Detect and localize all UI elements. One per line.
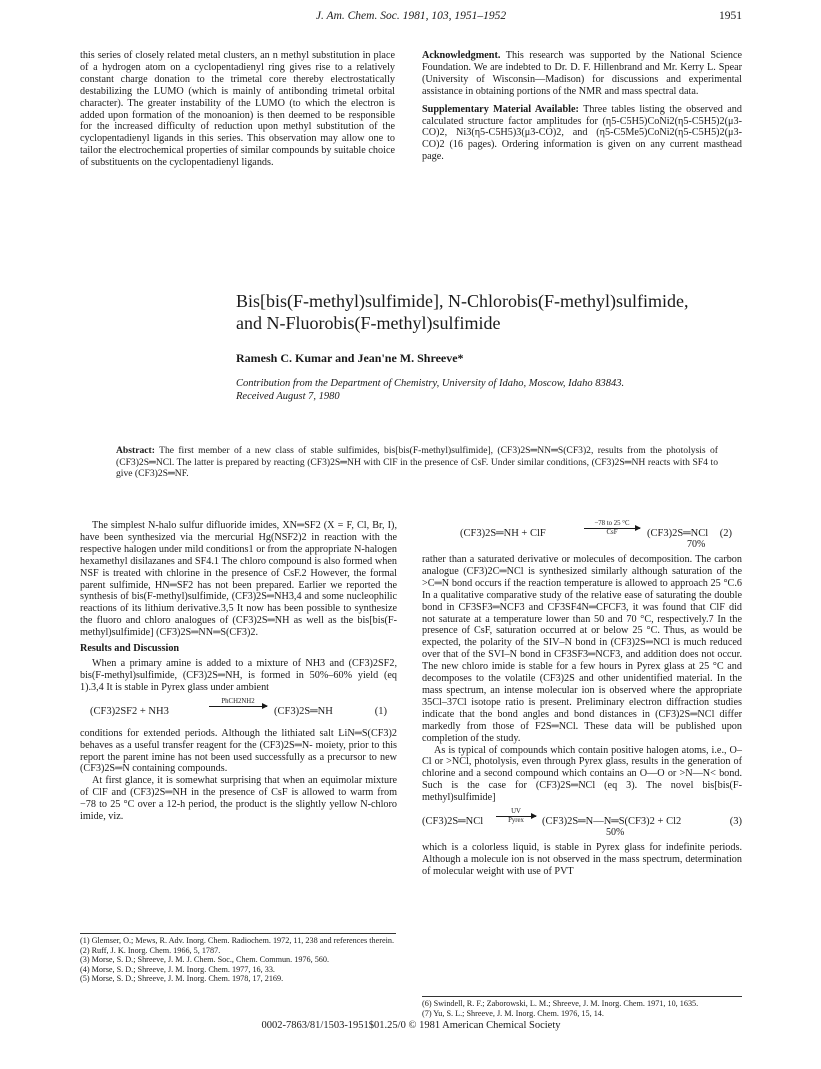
eq3-condition: UV	[511, 808, 521, 816]
results-paragraph-3: At first glance, it is somewhat surprising that when an equimolar mixture of ClF and (CF3)2S═NH in the presence of CsF is allowed to warm from −78 to 25 °C over a 12-h period, the product is the slightly yellow N-chloro imide, viz.	[80, 775, 397, 823]
eq3-yield: 50%	[606, 827, 625, 839]
article-title	[236, 290, 756, 334]
eq1-reactants: (CF3)2SF2 + NH3	[90, 705, 169, 717]
intro-paragraph: The simplest N-halo sulfur difluoride imides, XN═SF2 (X = F, Cl, Br, I), have been synthesized via the mercurial Hg(NSF2)2 in reaction with the respective halogen under mild conditions1 or from the appropriate N-halogen hexamethyl disilazanes and SF4.1 The chloro compound is also formed when NSF is treated with chlorine in the presence of CsF.2 However, the formal parent sulfimide, HN═SF2 has not been prepared. Earlier we reported the synthesis of bis(F-methyl)sulfimide, (CF3)2S═NH3,4 and some nucleophilic reactions of its lithium derivative.3,5 It now has been possible to synthesize the fluoro and chloro analogues of (CF3)2S═NH as well as the bis[bis(F-methyl)sulfimide] (CF3)2S═NN═S(CF3)2.	[80, 520, 397, 639]
footnote: (6) Swindell, R. F.; Zaborowski, L. M.; Shreeve, J. M. Inorg. Chem. 1971, 10, 1635.	[422, 999, 699, 1008]
received-date: Received August 7, 1980	[236, 391, 340, 402]
body-column-left	[80, 520, 397, 823]
section-heading: Results and Discussion	[80, 643, 180, 655]
previous-article-paragraph: this series of closely related metal clusters, an n methyl substitution in place of a hydrogen atom on a cyclopentadienyl ring gives rise to a relatively constant charge donation to the trimetal core thereby electrostatically destabilizing the LUMO (which is mainly of antibonding trimetal orbital character). The greater instability of the LUMO (to which the electron is added upon formation of the monoanion) is then deemed to be responsible for the increased difficulty of reduction upon methyl substitution of the cyclopentadienyl ligands in this series. This observation may allow one to tailor the electrochemical properties of similar compounds by suitable choice of substituents on the cyclopentadienyl ligands.	[80, 50, 395, 169]
eq2-condition: −78 to 25 °C	[594, 520, 630, 527]
page-footer: 0002-7863/81/1503-1951$01.25/0 © 1981 American Chemical Society	[261, 1020, 561, 1031]
previous-article-column-right	[422, 50, 742, 163]
eq3-vessel: Pyrex	[508, 817, 524, 825]
eq2-yield: 70%	[687, 539, 706, 550]
eq2-product: (CF3)2S═NCl	[647, 528, 709, 539]
eq2-number: (2)	[719, 528, 732, 539]
discussion-paragraph-3: which is a colorless liquid, is stable in Pyrex glass for indefinite periods. Although a molecule ion is not observed in the mass spectrum, determination of molecular weight with use of PVT	[422, 842, 742, 877]
previous-article-column-left	[80, 50, 395, 169]
body-column-right	[422, 520, 742, 878]
abstract-text: The first member of a new class of stable sulfimides, bis[bis(F-methyl)sulfimide], (CF3)2S═NN═S(CF3)2, results from the photolysis of (CF3)2S═NCl. The latter is prepared by reacting (CF3)2S═NH with ClF in the presence of CsF. Under similar conditions, (CF3)2S═NH reacts with SF4 to give (CF3)2S═NF.	[116, 445, 718, 479]
reaction-arrow-icon	[209, 706, 267, 707]
footnote: (2) Ruff, J. K. Inorg. Chem. 1966, 5, 1787.	[80, 945, 221, 955]
abstract	[116, 445, 718, 480]
authors: Ramesh C. Kumar and Jean'ne M. Shreeve*	[236, 351, 464, 365]
results-paragraph-1: When a primary amine is added to a mixture of NH3 and (CF3)2SF2, bis(F-methyl)sulfimide, (CF3)2S═NH, is formed in 50%–60% yield (eq 1).3,4 It is stable in Pyrex glass under ambient	[80, 657, 397, 693]
footnotes-left	[80, 933, 396, 984]
discussion-paragraph-2: As is typical of compounds which contain positive halogen atoms, i.e., O–Cl or >NCl, photolysis, even through Pyrex glass, results in the generation of chlorine and a second compound which contains an O—O or >N—N< bond. Such is the case for (CF3)2S═NCl (eq 3). The novel bis[bis(F-methyl)sulfimide]	[422, 744, 742, 804]
discussion-paragraph-1: rather than a saturated derivative or molecules of decomposition. The carbon analogue (CF3)2C═NCl is synthesized similarly although saturation of the >C═N bond occurs if the reaction temperature is allowed to approach 25 °C.6 In a qualitative comparative study of the relative ease of saturating the double bond in CF3SF3═NCF3 and CF3SF4N═CFCF3, it was found that ClF did not saturate at a temperature lower than 50 and 70 °C, respectively.7 In the presence of CsF, saturation occurred at or below 25 °C. Thus, as would be expected, the polarity of the SIV–N bond in (CF3)2S═NCl is much reduced over that of the SVI–N bond in CF3SF3═NCF3, and addition does not occur. The new chloro imide is stable for a few hours in Pyrex glass at 25 °C and decomposes to the volatile (CF3)2S and other unidentified material. In the mass spectrum, an intense molecular ion is observed where the appropriate 35Cl–37Cl isotope ratio is present. Preliminary electron diffraction studies indicate that the bond angles and bond distances in (CF3)2S═NCl differ markedly from those of F2S═NCl. These data will be published upon completion of the study.	[422, 554, 742, 744]
page-number: 1951	[719, 10, 742, 22]
eq2-reactants: (CF3)2S═NH + ClF	[460, 528, 546, 539]
results-paragraph-2: conditions for extended periods. Although the lithiated salt LiN═S(CF3)2 behaves as a useful transfer reagent for the (CF3)2S═N- moiety, prior to this report the parent imine has not been used successfully as a precursor to new (CF3)2S═N containing compounds.	[80, 727, 397, 775]
acknowledgment-label: Acknowledgment.	[422, 50, 501, 61]
equation-2	[422, 520, 742, 550]
footnote: (1) Glemser, O.; Mews, R. Adv. Inorg. Chem. Radiochem. 1972, 11, 238 and references therein.	[80, 936, 395, 945]
affiliation-block	[236, 377, 736, 403]
equation-1	[80, 698, 397, 724]
eq1-condition: PhCH2NH2	[221, 697, 255, 705]
footnote: (3) Morse, S. D.; Shreeve, J. M. J. Chem. Soc., Chem. Commun. 1976, 560.	[80, 955, 330, 965]
eq3-reactant: (CF3)2S═NCl	[422, 816, 484, 828]
eq2-catalyst: CsF	[606, 529, 618, 536]
title-line-2: and N-Fluorobis(F-methyl)sulfimide	[236, 313, 501, 333]
eq3-products: (CF3)2S═N—N═S(CF3)2 + Cl2	[542, 816, 682, 828]
affiliation: Contribution from the Department of Chemistry, University of Idaho, Moscow, Idaho 83843.	[236, 378, 625, 389]
title-line-1: Bis[bis(F-methyl)sulfimide], N-Chlorobis(F-methyl)sulfimide,	[236, 291, 689, 311]
equation-3	[422, 808, 742, 838]
eq1-product: (CF3)2S═NH	[274, 705, 333, 717]
footnote: (5) Morse, S. D.; Shreeve, J. M. Inorg. Chem. 1978, 17, 2169.	[80, 974, 284, 984]
footnote: (4) Morse, S. D.; Shreeve, J. M. Inorg. Chem. 1977, 16, 33.	[80, 964, 275, 974]
eq1-number: (1)	[374, 705, 387, 717]
supplementary-text: Three tables listing the observed and calculated structure factor amplitudes for (η5-C5H5)CoNi2(η5-C5H5)2(μ3-CO)2, Ni3(η5-C5H5)3(μ3-CO)2, and (η5-C5Me5)CoNi2(η5-C5H5)2(μ3-CO)2 (16 pages). Ordering information is given on any current masthead page.	[422, 103, 742, 163]
supplementary-material	[422, 104, 742, 164]
abstract-label: Abstract:	[116, 445, 155, 456]
eq2-arrow	[584, 520, 640, 537]
eq3-arrow	[496, 808, 536, 825]
footnotes-right	[422, 996, 742, 1018]
journal-citation: J. Am. Chem. Soc. 1981, 103, 1951–1952	[315, 10, 507, 22]
acknowledgment-text: This research was supported by the National Science Foundation. We are indebted to Dr. D. F. Hillenbrand and Mr. Kerry L. Spear (University of Wisconsin—Madison) for discussions and experimental assistance in obtaining portions of the NMR and mass spectral data.	[422, 50, 742, 97]
acknowledgment	[422, 50, 742, 98]
footnote: (7) Yu, S. L.; Shreeve, J. M. Inorg. Chem. 1976, 15, 14.	[422, 1008, 604, 1018]
reaction-arrow-icon	[584, 528, 640, 529]
supplementary-label: Supplementary Material Available:	[422, 103, 579, 115]
eq1-arrow	[209, 698, 267, 707]
reaction-arrow-icon	[496, 816, 536, 817]
running-header	[80, 10, 742, 26]
eq3-number: (3)	[729, 816, 742, 828]
